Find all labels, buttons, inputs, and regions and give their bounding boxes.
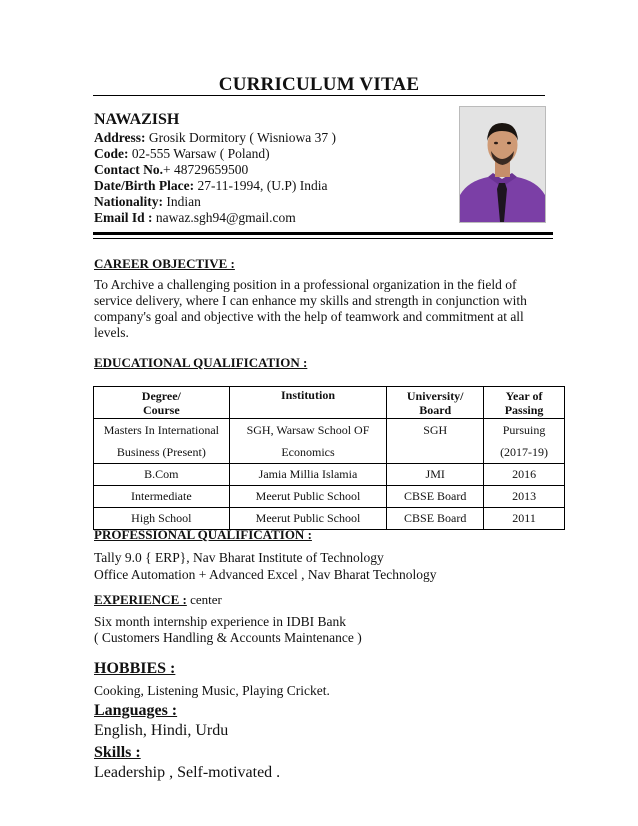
experience-line: Six month internship experience in IDBI Bank <box>94 614 346 629</box>
cell-degree: Masters In International Business (Present) <box>94 419 230 464</box>
languages-heading: Languages : <box>94 702 178 719</box>
cell-year: 2011 <box>484 508 565 530</box>
hobbies-heading: HOBBIES : <box>94 660 176 677</box>
portrait-image <box>460 107 545 222</box>
cell-degree: B.Com <box>94 464 230 486</box>
experience-heading: EXPERIENCE : <box>94 592 187 607</box>
header-divider-thick <box>93 232 553 235</box>
skills-text: Leadership , Self-motivated . <box>94 764 281 781</box>
table-row <box>94 464 565 486</box>
table-header-row <box>94 387 565 419</box>
cell-institution: Meerut Public School <box>229 486 387 508</box>
profile-photo <box>459 106 546 223</box>
cell-board: CBSE Board <box>387 508 484 530</box>
header-year: Year of Passing <box>484 387 565 419</box>
education-heading: EDUCATIONAL QUALIFICATION : <box>94 355 308 370</box>
table-row <box>94 419 565 464</box>
address-line: Address: Grosik Dormitory ( Wisniowa 37 ) <box>94 130 336 145</box>
career-objective-heading: CAREER OBJECTIVE : <box>94 256 235 271</box>
hobbies-text: Cooking, Listening Music, Playing Cricket. <box>94 683 330 698</box>
professional-line: Office Automation + Advanced Excel , Nav Bharat Technology <box>94 567 437 582</box>
title-underline <box>93 95 545 96</box>
nationality-line: Nationality: Indian <box>94 194 201 209</box>
cell-degree: High School <box>94 508 230 530</box>
career-line: levels. <box>94 325 129 340</box>
cell-degree: Intermediate <box>94 486 230 508</box>
experience-heading-line <box>94 592 222 609</box>
cell-year: 2016 <box>484 464 565 486</box>
table-row <box>94 486 565 508</box>
cell-year: 2013 <box>484 486 565 508</box>
cell-year: Pursuing (2017-19) <box>484 419 565 464</box>
contact-line: Contact No.+ 48729659500 <box>94 162 249 177</box>
cell-board: JMI <box>387 464 484 486</box>
education-table <box>93 386 565 530</box>
experience-heading-suffix: center <box>186 592 222 607</box>
candidate-name: NAWAZISH <box>94 111 180 128</box>
career-line: service delivery, where I can enhance my skills and strength in conjunction with <box>94 293 527 308</box>
header-university: University/ Board <box>387 387 484 419</box>
professional-heading: PROFESSIONAL QUALIFICATION : <box>94 527 312 542</box>
cell-institution: Meerut Public School <box>229 508 387 530</box>
cv-title: CURRICULUM VITAE <box>218 74 420 95</box>
code-line: Code: 02-555 Warsaw ( Poland) <box>94 146 270 161</box>
languages-text: English, Hindi, Urdu <box>94 722 229 739</box>
experience-line: ( Customers Handling & Accounts Maintenance ) <box>94 630 362 645</box>
cell-board: SGH <box>387 419 484 464</box>
cell-institution: SGH, Warsaw School OF Economics <box>229 419 387 464</box>
cell-institution: Jamia Millia Islamia <box>229 464 387 486</box>
header-degree: Degree/ Course <box>94 387 230 419</box>
birth-line: Date/Birth Place: 27-11-1994, (U.P) India <box>94 178 328 193</box>
professional-line: Tally 9.0 { ERP}, Nav Bharat Institute of Technology <box>94 550 384 565</box>
cell-board: CBSE Board <box>387 486 484 508</box>
header-divider-thin <box>93 238 553 239</box>
email-line: Email Id : nawaz.sgh94@gmail.com <box>94 210 296 225</box>
career-line: To Archive a challenging position in a professional organization in the field of <box>94 277 517 292</box>
header-institution: Institution <box>229 387 387 419</box>
skills-heading: Skills : <box>94 744 141 761</box>
career-line: company's goal and objective with the help of teamwork and commitment at all <box>94 309 524 324</box>
